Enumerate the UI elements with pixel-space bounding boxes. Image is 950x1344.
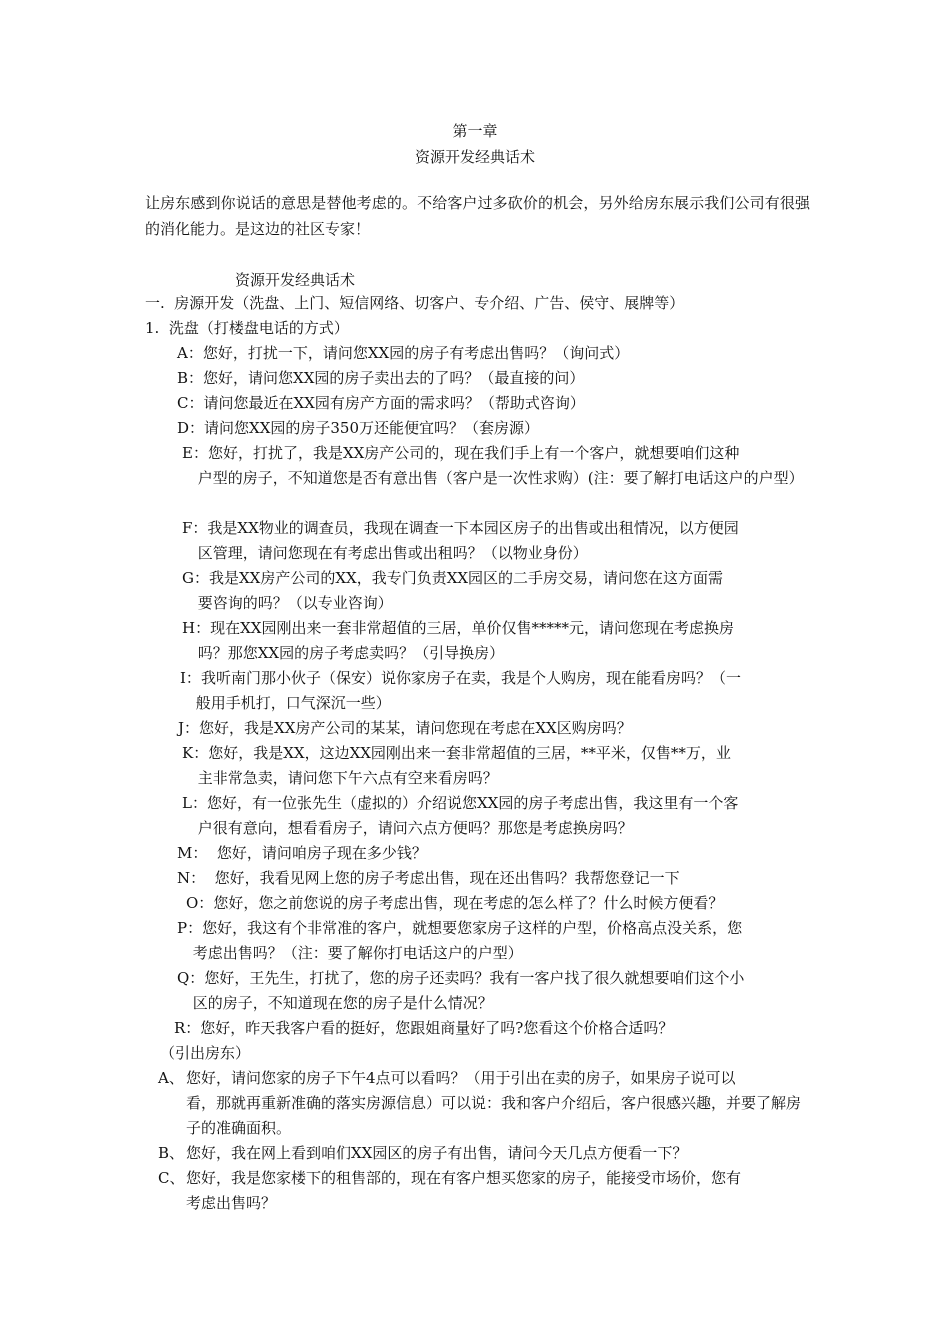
- item-text: 您好，打扰一下，请问您XX园的房子有考虑出售吗？（询问式）: [202, 344, 630, 362]
- intro-paragraph: 让房东感到你说话的意思是替他考虑的。不给客户过多砍价的机会，另外给房东展示我们公司有很强的消化能力。是这边的社区专家！: [145, 194, 810, 238]
- item-label: A：: [177, 344, 203, 362]
- item-label: C：: [177, 394, 204, 412]
- item-text: 您好，我这有个非常准的客户，就想要您家房子这样的户型，价格高点没关系，您: [202, 919, 743, 937]
- item-text: 现在XX园刚出来一套非常超值的三居，单价仅售*****元，请问您现在考虑换房: [210, 619, 734, 637]
- list-item: [177, 391, 817, 416]
- list-item: [182, 741, 810, 791]
- item-text-continued: （引出房东）: [160, 1044, 251, 1062]
- item-text: 您好，打扰了，我是XX房产公司的，现在我们手上有一个客户，就想要咱们这种: [207, 444, 740, 462]
- item-text: 我听南门那小伙子（保安）说你家房子在卖，我是个人购房，现在能看房吗？（一: [200, 669, 741, 687]
- item-label: R：: [174, 1019, 201, 1037]
- item-text: 您好，我是您家楼下的租售部的，现在有客户想买您家的房子，能接受市场价，您有: [186, 1169, 742, 1187]
- list-item: [177, 866, 810, 891]
- item-label: Q：: [177, 969, 205, 987]
- list-item: [178, 716, 810, 741]
- item-label: P：: [177, 919, 203, 937]
- list-item: [180, 666, 810, 716]
- item-label: G：: [182, 569, 209, 587]
- item-text: 您好，请问您家的房子下午4点可以看吗？（用于引出在卖的房子，如果房子说可以: [186, 1069, 736, 1087]
- item-label: B、: [158, 1144, 185, 1162]
- item-text: 您好，请问您XX园的房子卖出去的了吗？（最直接的问）: [203, 369, 585, 387]
- item-label: E：: [182, 444, 208, 462]
- item-label: I：: [180, 669, 201, 687]
- list-item: [177, 966, 810, 1016]
- item-text: 您好，您之前您说的房子考虑出售，现在考虑的怎么样了？什么时候方便看？: [213, 894, 724, 912]
- item-text: 您好，王先生，打扰了，您的房子还卖吗？我有一客户找了很久就想要咱们这个小: [204, 969, 745, 987]
- item-text-continued: 户型的房子，不知道您是否有意出售（客户是一次性求购）(注：要了解打电话这户的户型）: [197, 469, 804, 487]
- item-text: 您好，有一位张先生（虚拟的）介绍说您XX园的房子考虑出售，我这里有一个客: [206, 794, 739, 812]
- list-item: [158, 1066, 810, 1141]
- item-text-continued: 吗？那您XX园的房子考虑卖吗？（引导换房）: [197, 644, 505, 662]
- list-item: [177, 366, 817, 391]
- list-item: [182, 616, 810, 666]
- item-text: 您好，我看见网上您的房子考虑出售，现在还出售吗？我帮您登记一下: [205, 869, 680, 887]
- item-text: 您好，昨天我客户看的挺好，您跟姐商量好了吗?您看这个价格合适吗？: [200, 1019, 674, 1037]
- section-heading: 一. 房源开发（洗盘、上门、短信网络、切客户、专介绍、广告、侯守、展牌等）: [145, 294, 685, 312]
- item-label: N：: [177, 869, 206, 887]
- list-item: [182, 791, 810, 841]
- item-label: F：: [182, 519, 208, 537]
- item-label: J：: [178, 719, 200, 737]
- item-text: 您好，我是XX，这边XX园刚出来一套非常超值的三居，**平米，仅售**万，业: [208, 744, 731, 762]
- item-label: O：: [186, 894, 214, 912]
- item-text-continued: 要咨询的吗？（以专业咨询）: [197, 594, 393, 612]
- item-text-continued: 主非常急卖，请问您下午六点有空来看房吗？: [197, 769, 498, 787]
- list-item: [182, 441, 810, 491]
- chapter-title: 资源开发经典话术: [414, 148, 535, 166]
- item-text: 我是XX物业的调查员，我现在调查一下本园区房子的出售或出租情况，以方便园: [207, 519, 739, 537]
- item-label: D：: [177, 419, 205, 437]
- list-item: [177, 416, 817, 441]
- list-item: [177, 841, 810, 866]
- item-text-continued: 般用手机打，口气深沉一些）: [195, 694, 391, 712]
- subsection-heading: 1. 洗盘（打楼盘电话的方式）: [145, 319, 349, 337]
- item-text: 您好，我是XX房产公司的某某，请问您现在考虑在XX区购房吗？: [199, 719, 632, 737]
- item-text-continued: 考虑出售吗？: [186, 1194, 277, 1212]
- item-label: K：: [182, 744, 209, 762]
- item-text-continued: 户很有意向，想看看房子，请问六点方便吗？那您是考虑换房吗？: [197, 819, 633, 837]
- item-label: M：: [177, 844, 208, 862]
- item-text: 请问您最近在XX园有房产方面的需求吗？（帮助式咨询）: [203, 394, 585, 412]
- list-item: [182, 566, 810, 616]
- item-text-continued: 看，那就再重新准确的落实房源信息）可以说：我和客户介绍后，客户很感兴趣，并要了解房子的准确面积。: [186, 1094, 802, 1137]
- list-item: [177, 341, 817, 366]
- item-text-continued: 考虑出售吗？（注：要了解你打电话这户的户型）: [192, 944, 523, 962]
- list-item: [174, 1016, 810, 1041]
- item-label: H：: [182, 619, 211, 637]
- item-text: 请问您XX园的房子350万还能便宜吗？（套房源）: [204, 419, 540, 437]
- chapter-heading: 第一章: [452, 122, 498, 140]
- item-text: 您好，我在网上看到咱们XX园区的房子有出售，请问今天几点方便看一下？: [186, 1144, 688, 1162]
- item-label: L：: [182, 794, 207, 812]
- list-item: [177, 916, 810, 966]
- item-label: C、: [158, 1169, 185, 1187]
- list-item: [158, 1166, 810, 1216]
- item-text: 我是XX房产公司的XX，我专门负责XX园区的二手房交易，请问您在这方面需: [208, 569, 724, 587]
- list-item: [158, 1141, 810, 1166]
- item-text-continued: 区管理，请问您现在有考虑出售或出租吗？（以物业身份）: [197, 544, 588, 562]
- section-subtitle: 资源开发经典话术: [235, 271, 356, 289]
- item-label: B：: [177, 369, 204, 387]
- item-text-continued: 区的房子，不知道现在您的房子是什么情况？: [192, 994, 493, 1012]
- item-label: A、: [158, 1069, 184, 1087]
- item-text: 您好，请问咱房子现在多少钱？: [207, 844, 427, 862]
- list-item: [182, 516, 810, 566]
- list-item: [186, 891, 810, 916]
